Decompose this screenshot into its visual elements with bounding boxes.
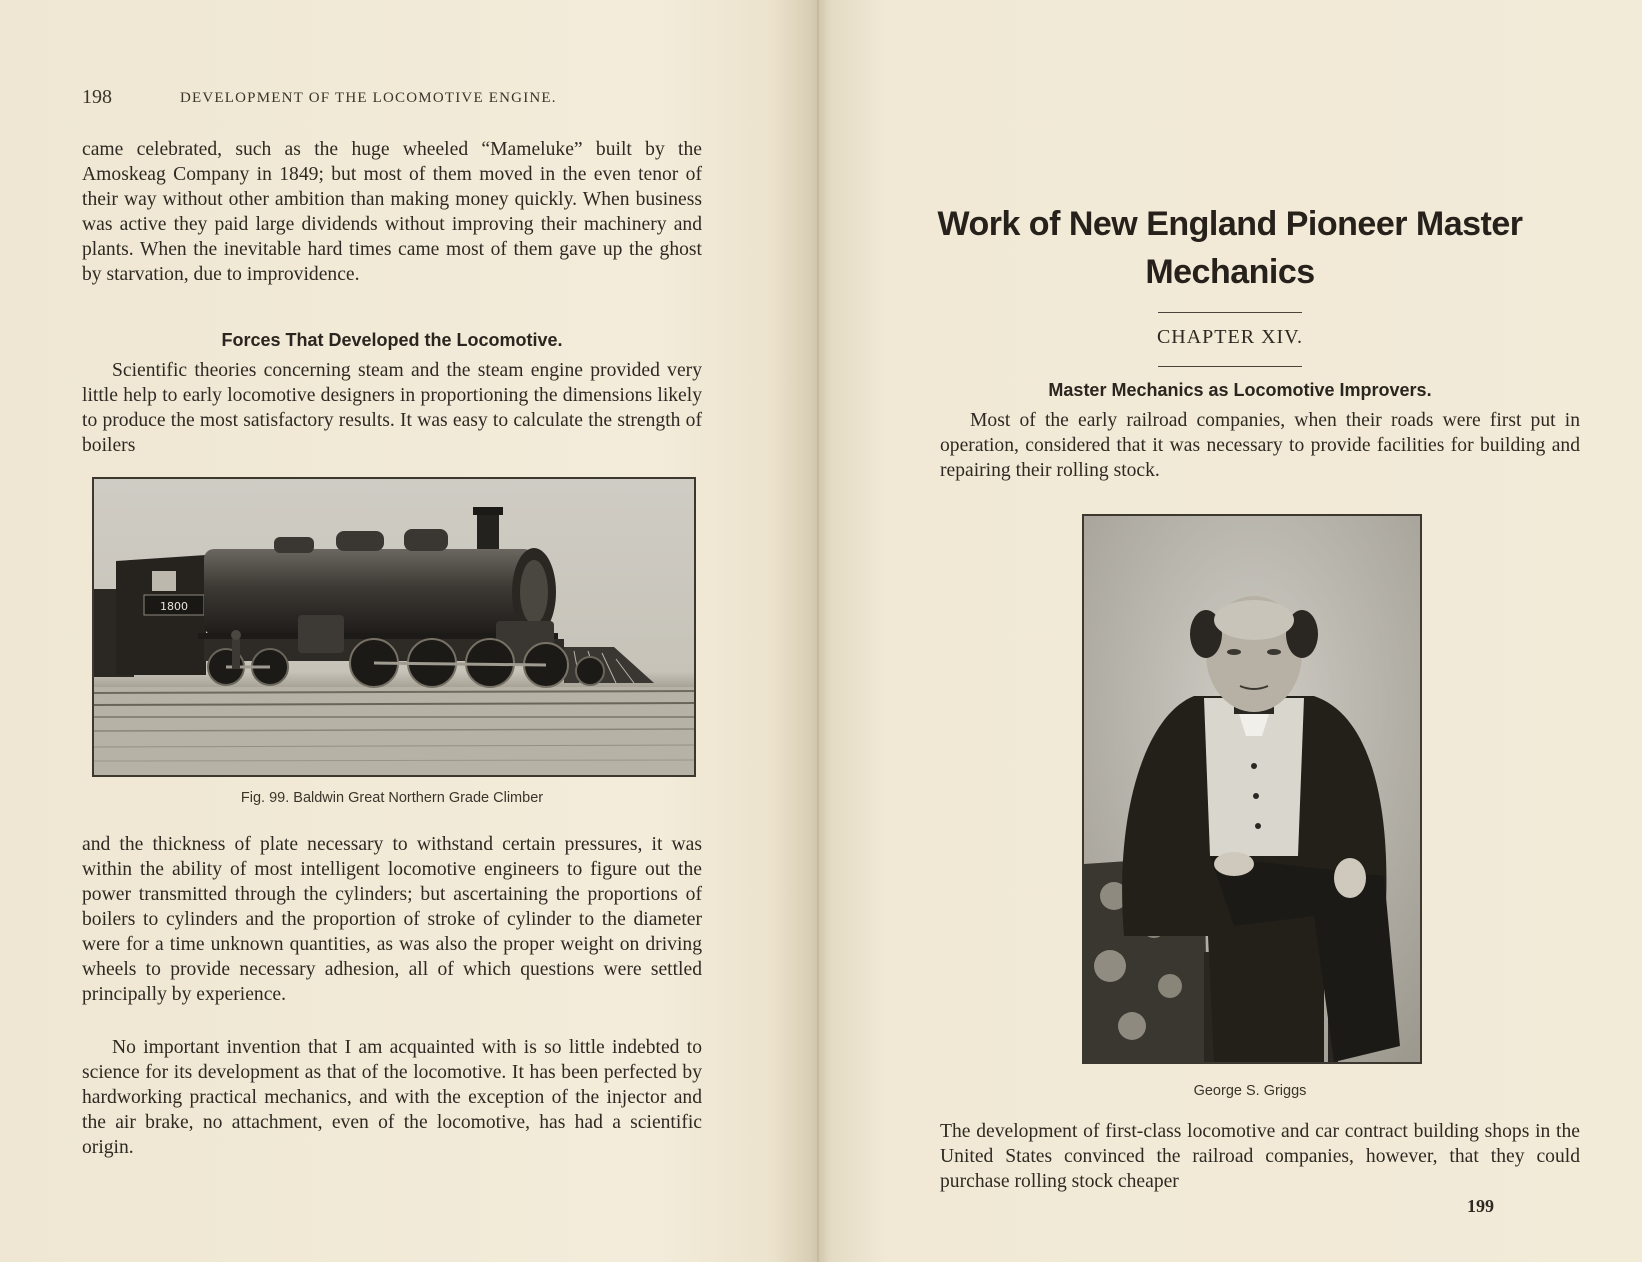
locomotive-figure xyxy=(92,477,696,777)
left-page xyxy=(0,0,816,1262)
portrait-illustration xyxy=(1084,516,1420,1062)
left-paragraph-3: and the thickness of plate necessary to withstand certain pressures, it was within the ability of most intelligent locomotive engineers to figure out the power transmitted through the cylinders; but ascertaining the proportions of boilers to cylinders and the proportion of stroke of cylinder to the diameter were for a time unknown quantities, as was also the proper weight on driving wheels to provide necessary adhesion, all of which questions were settled principally by experience. xyxy=(82,834,702,1005)
locomotive-illustration xyxy=(94,479,694,775)
portrait-caption: George S. Griggs xyxy=(1193,1083,1307,1099)
book-gutter xyxy=(817,0,819,1262)
left-paragraph-4: No important invention that I am acquainted with is so little indebted to science for its development as that of the locomotive. It has been perfected by hardworking practical mechanics, and with the exception of the injector and the air brake, no attachment, even of the locomotive, has had a scientific origin. xyxy=(82,1037,702,1158)
title-rule xyxy=(1158,312,1302,313)
running-head xyxy=(82,86,712,112)
locomotive-number: 1800 xyxy=(160,600,188,613)
left-paragraph-1: came celebrated, such as the huge wheeled “Mameluke” built by the Amoskeag Company in 1849; but most of them moved in the even tenor of their way without other ambition than making money quickly. When business was active they paid large dividends without improving their machinery and plants. When the inevitable hard times came most of them gave up the ghost by starvation, due to improvidence. xyxy=(82,139,702,285)
right-page xyxy=(820,0,1642,1262)
chapter-rule xyxy=(1158,366,1302,367)
section-heading-forces: Forces That Developed the Locomotive. xyxy=(221,330,563,350)
right-page-number: 199 xyxy=(1467,1196,1494,1216)
running-head-title: DEVELOPMENT OF THE LOCOMOTIVE ENGINE. xyxy=(180,90,557,106)
left-page-number: 198 xyxy=(82,86,112,108)
chapter-title: Work of New England Pioneer Master Mechanics xyxy=(937,205,1523,291)
figure-caption: Fig. 99. Baldwin Great Northern Grade Climber xyxy=(240,790,544,806)
left-paragraph-2: Scientific theories concerning steam and the steam engine provided very little help to early locomotive designers in proportioning the dimensions likely to produce the most satisfactory results. It was easy to calculate the strength of boilers xyxy=(82,360,702,456)
right-paragraph-2: The development of first-class locomotive and car contract building shops in the United States convinced the railroad companies, however, that they could purchase rolling stock cheaper xyxy=(940,1121,1580,1192)
right-paragraph-1: Most of the early railroad companies, when their roads were first put in operation, considered that it was necessary to provide facilities for building and repairing their rolling stock. xyxy=(940,410,1580,481)
section-heading-master-mechanics: Master Mechanics as Locomotive Improvers. xyxy=(1048,380,1432,400)
chapter-number: CHAPTER XIV. xyxy=(1156,326,1304,348)
portrait-figure xyxy=(1082,514,1422,1064)
